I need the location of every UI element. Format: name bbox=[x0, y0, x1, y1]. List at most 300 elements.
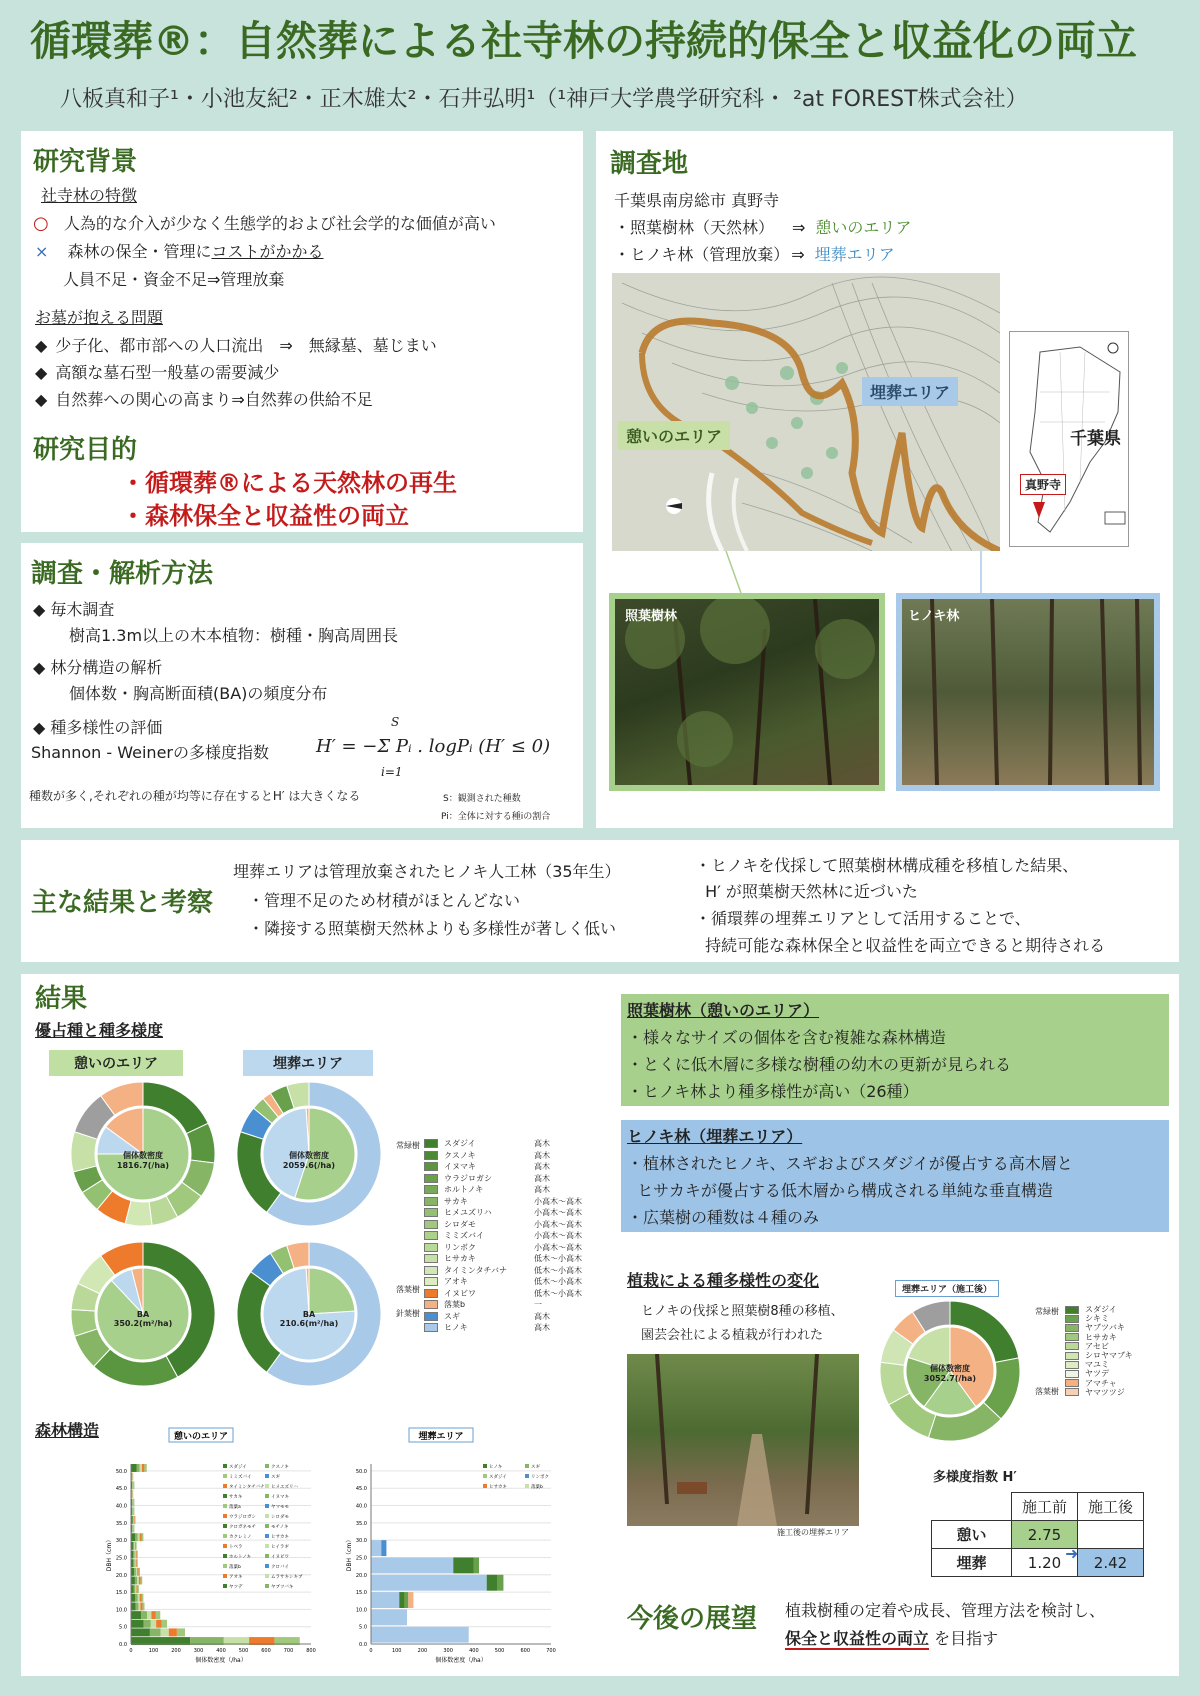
site-row-label: ・照葉樹林（天然林） bbox=[614, 218, 775, 237]
bar-segment bbox=[371, 1575, 487, 1591]
bar-segment bbox=[133, 1507, 134, 1515]
legend-label: ホルトノキ bbox=[229, 1555, 252, 1560]
legend-swatch bbox=[525, 1484, 529, 1488]
legend-swatch bbox=[265, 1584, 269, 1588]
method-3-title: ◆ 種多様性の評価 bbox=[33, 718, 163, 737]
legend-label: スギ bbox=[271, 1475, 280, 1480]
bar-segment bbox=[135, 1559, 136, 1567]
legend-layer: 高木 bbox=[534, 1323, 550, 1332]
background-heading: 研究背景 bbox=[33, 147, 138, 177]
legend-swatch bbox=[223, 1474, 227, 1478]
legend-swatch bbox=[424, 1162, 438, 1171]
bar-segment bbox=[133, 1499, 134, 1507]
legend-layer: 小高木～高木 bbox=[534, 1219, 582, 1229]
x-tick-label: 0 bbox=[369, 1648, 373, 1654]
issue-text: 高額な墓石型一般墓の需要減少 bbox=[55, 363, 280, 382]
legend-swatch bbox=[424, 1185, 438, 1194]
y-tick-label: 35.0 bbox=[355, 1520, 367, 1527]
bar-segment bbox=[138, 1594, 140, 1602]
bar-segment bbox=[132, 1525, 133, 1533]
legend-swatch bbox=[1065, 1388, 1079, 1396]
bar-segment bbox=[135, 1551, 136, 1559]
legend-name: ホルトノキ bbox=[444, 1185, 484, 1194]
legend-layer: 低木～小高木 bbox=[534, 1277, 582, 1286]
legend-swatch bbox=[424, 1139, 438, 1148]
legend-swatch bbox=[424, 1151, 438, 1160]
donut-center-label: 個体数密度 bbox=[930, 1364, 970, 1373]
x-tick-label: 600 bbox=[261, 1648, 271, 1654]
bar-segment bbox=[371, 1627, 469, 1643]
legend-name: ヒメユズリハ bbox=[444, 1208, 492, 1217]
chart-title: 憩いのエリア bbox=[173, 1432, 229, 1442]
bar-segment bbox=[138, 1533, 140, 1541]
donut-center-label: BA bbox=[136, 1310, 150, 1319]
bar-segment bbox=[140, 1464, 142, 1472]
legend-layer: 低木～小高木 bbox=[534, 1288, 582, 1298]
findings-right-2: H′ が照葉樹天然林に近づいた bbox=[695, 882, 918, 901]
legend-layer: 小高木～高木 bbox=[534, 1196, 582, 1206]
bar-segment bbox=[487, 1575, 497, 1591]
legend-label: ヒサカキ bbox=[489, 1485, 507, 1490]
shannon-formula: H′ = −Σ Pᵢ . logPᵢ (H′ ≤ 0) bbox=[316, 736, 551, 757]
planting-desc-1: ヒノキの伐採と照葉樹8種の移植、 bbox=[641, 1304, 844, 1319]
legend-label: 落葉b bbox=[531, 1485, 543, 1490]
y-tick-label: 50.0 bbox=[355, 1468, 367, 1475]
bar-segment bbox=[135, 1533, 137, 1541]
donut5-center bbox=[910, 1363, 990, 1383]
sum-top: S bbox=[391, 715, 400, 729]
bar-segment bbox=[137, 1559, 138, 1567]
y-tick-label: 35.0 bbox=[115, 1520, 127, 1527]
table-corner bbox=[932, 1493, 1012, 1521]
bar-segment bbox=[134, 1507, 135, 1515]
y-tick-label: 25.0 bbox=[355, 1555, 367, 1562]
findings-right-3: ・循環葬の埋葬エリアとして活用することで、 bbox=[695, 909, 1031, 928]
legend-label: アオキ bbox=[229, 1575, 243, 1580]
bar-segment bbox=[161, 1628, 169, 1636]
laurel-forest-photo bbox=[609, 593, 885, 791]
bar-segment bbox=[131, 1602, 136, 1610]
legend-swatch bbox=[483, 1474, 487, 1478]
legend-swatch bbox=[424, 1323, 438, 1332]
y-tick-label: 20.0 bbox=[355, 1572, 367, 1579]
diversity-arrow-icon: ➜ bbox=[1065, 1544, 1079, 1563]
legend-group-conifer: 針葉樹 bbox=[396, 1309, 420, 1318]
laurel-result-3: ・ヒノキ林より種多様性が高い（26種） bbox=[627, 1082, 919, 1101]
bar-segment bbox=[135, 1542, 136, 1550]
future-line-1: 植栽樹種の定着や成長、管理方法を検討し、 bbox=[785, 1601, 1106, 1620]
bar-segment bbox=[474, 1557, 479, 1573]
donut-center-value: 350.2(m²/ha) bbox=[113, 1319, 173, 1328]
y-tick-label: 15.0 bbox=[355, 1590, 367, 1597]
y-tick-label: 25.0 bbox=[115, 1555, 127, 1562]
future-emphasis: 保全と収益性の両立 bbox=[785, 1629, 930, 1648]
future-rest: を目指す bbox=[929, 1629, 999, 1648]
legend-swatch bbox=[265, 1524, 269, 1528]
findings-right-1: ・ヒノキを伐採して照葉樹林構成種を移植した結果、 bbox=[695, 856, 1079, 875]
legend-name: スギ bbox=[444, 1311, 460, 1321]
method-1-title: ◆ 毎木調査 bbox=[33, 600, 115, 619]
legend-label: ミミズバイ bbox=[229, 1475, 252, 1480]
legend-swatch bbox=[223, 1584, 227, 1588]
legend-label: ヤブツバキ bbox=[271, 1585, 294, 1590]
legend-name: シロヤマブキ bbox=[1085, 1351, 1133, 1360]
legend-layer: 低木～小高木 bbox=[534, 1254, 582, 1263]
diamond-icon: ◆ bbox=[35, 390, 48, 409]
bar-segment bbox=[141, 1611, 147, 1619]
site-panel bbox=[596, 131, 1173, 828]
donut2-center bbox=[269, 1150, 349, 1170]
legend-swatch bbox=[265, 1474, 269, 1478]
issue-1 bbox=[35, 333, 437, 356]
purpose-item-1: ・循環葬®による天然林の再生 bbox=[121, 469, 457, 497]
pro-mark: ○ bbox=[33, 213, 49, 234]
legend-swatch bbox=[265, 1574, 269, 1578]
bar-segment bbox=[133, 1525, 134, 1533]
bar-segment bbox=[156, 1620, 161, 1628]
legend-swatch bbox=[265, 1514, 269, 1518]
legend-swatch bbox=[223, 1524, 227, 1528]
legend-swatch bbox=[483, 1484, 487, 1488]
arrow-icon: ⇒ bbox=[792, 218, 806, 237]
site-row-area: 埋葬エリア bbox=[814, 245, 895, 264]
legend-name: ウラジロガシ bbox=[444, 1173, 492, 1183]
legend-swatch bbox=[223, 1464, 227, 1468]
bar-segment bbox=[135, 1594, 137, 1602]
legend-swatch bbox=[424, 1266, 438, 1275]
findings-heading: 主な結果と考察 bbox=[31, 888, 214, 918]
sum-bottom: i=1 bbox=[381, 765, 403, 779]
legend-swatch bbox=[424, 1197, 438, 1206]
findings-left-2: ・管理不足のため材積がほとんどない bbox=[248, 891, 521, 910]
legend-item bbox=[1065, 1387, 1125, 1398]
legend-label: ヤマモモ bbox=[271, 1505, 289, 1510]
donut-center-label: BA bbox=[302, 1310, 316, 1319]
map-label-burial: 埋葬エリア bbox=[862, 377, 958, 406]
bar-segment bbox=[142, 1594, 144, 1602]
bar-segment bbox=[453, 1557, 474, 1573]
legend-name: アオキ bbox=[444, 1277, 468, 1286]
method-2-detail: 個体数・胸高断面積(BA)の頻度分布 bbox=[69, 684, 328, 703]
bar-segment bbox=[156, 1611, 160, 1619]
y-tick-label: 20.0 bbox=[115, 1572, 127, 1579]
legend-swatch bbox=[223, 1514, 227, 1518]
bar-segment bbox=[131, 1620, 144, 1628]
legend-item bbox=[424, 1219, 582, 1230]
issue-text: 自然葬への関心の高まり⇒自然葬の供給不足 bbox=[55, 390, 373, 409]
planting-desc-2: 園芸会社による植栽が行われた bbox=[641, 1328, 824, 1343]
bar-segment bbox=[147, 1611, 151, 1619]
bar-segment bbox=[371, 1540, 381, 1556]
findings-left-1: 埋葬エリアは管理放棄されたヒノキ人工林（35年生） bbox=[233, 862, 621, 881]
legend-name: ヒサカキ bbox=[1085, 1332, 1117, 1342]
bar-segment bbox=[132, 1499, 133, 1507]
x-tick-label: 400 bbox=[216, 1648, 226, 1654]
x-tick-label: 500 bbox=[238, 1648, 249, 1654]
legend-name: ミミズバイ bbox=[444, 1231, 484, 1240]
legend-label: 落葉b bbox=[229, 1565, 241, 1570]
legend-name: イヌマキ bbox=[444, 1162, 476, 1171]
legend-item bbox=[424, 1207, 582, 1218]
bar-segment bbox=[137, 1551, 138, 1559]
diversity-heading: 多様度指数 H′ bbox=[933, 1470, 1017, 1485]
legend-swatch bbox=[265, 1484, 269, 1488]
structure-subheading: 森林構造 bbox=[35, 1421, 100, 1440]
donut-center-value: 210.6(m²/ha) bbox=[279, 1319, 339, 1328]
bar-segment bbox=[404, 1592, 408, 1608]
poster-authors: 八板真和子¹・小池友紀²・正木雄太²・石井弘明¹（¹神戸大学農学研究科・ ²at FOREST株式会社） bbox=[60, 87, 1028, 112]
map-label-rest: 憩いのエリア bbox=[618, 421, 730, 450]
legend-swatch bbox=[265, 1544, 269, 1548]
bar-segment bbox=[133, 1481, 134, 1489]
header-after: 施工後 bbox=[1078, 1493, 1144, 1521]
findings-left-3: ・隣接する照葉樹天然林よりも多様性が著しく低い bbox=[248, 919, 617, 938]
legend-item bbox=[424, 1138, 550, 1149]
methods-panel bbox=[21, 543, 583, 828]
bar-segment bbox=[177, 1628, 185, 1636]
legend-layer: 高木 bbox=[534, 1139, 550, 1148]
legend-item bbox=[424, 1150, 550, 1161]
legend-name: スダジイ bbox=[1085, 1305, 1117, 1314]
bar-segment bbox=[133, 1559, 134, 1567]
con-underlined: コストがかかる bbox=[211, 242, 324, 261]
legend-name: シロダモ bbox=[444, 1219, 476, 1229]
bar-segment bbox=[408, 1592, 413, 1608]
legend-layer: 一 bbox=[534, 1300, 542, 1309]
y-tick-label: 5.0 bbox=[359, 1624, 367, 1631]
legend-swatch bbox=[265, 1554, 269, 1558]
legend-item bbox=[424, 1288, 582, 1299]
methods-heading: 調査・解析方法 bbox=[31, 559, 214, 589]
legend-name: マユミ bbox=[1085, 1360, 1109, 1370]
planting-graphic bbox=[627, 1354, 859, 1526]
legend-label: スダジイ bbox=[229, 1465, 247, 1470]
con-text: 森林の保全・管理に bbox=[67, 242, 212, 261]
legend-swatch bbox=[265, 1504, 269, 1508]
y-axis-label: DBH（cm） bbox=[346, 1536, 353, 1572]
legend-swatch bbox=[424, 1254, 438, 1263]
x-tick-label: 200 bbox=[171, 1648, 181, 1654]
bar-segment bbox=[136, 1568, 137, 1576]
bar-segment bbox=[139, 1568, 140, 1576]
x-tick-label: 700 bbox=[546, 1648, 556, 1654]
temple-label: 真野寺 bbox=[1020, 474, 1066, 495]
pro-text: 人為的な介入が少なく生態学的および社会学的な価値が高い bbox=[63, 214, 496, 233]
y-tick-label: 30.0 bbox=[355, 1538, 367, 1545]
bar-segment bbox=[140, 1602, 142, 1610]
bar-segment bbox=[131, 1533, 135, 1541]
cypress-forest-photo bbox=[896, 593, 1160, 791]
bar-segment bbox=[134, 1481, 135, 1489]
legend-layer: 小高木～高木 bbox=[534, 1208, 582, 1217]
legend-label: ヤツデ bbox=[229, 1585, 243, 1590]
legend-swatch bbox=[424, 1277, 438, 1286]
legend-name: サカキ bbox=[444, 1196, 468, 1206]
donut-center-value: 2059.6(/ha) bbox=[282, 1161, 336, 1170]
poster-title: 循環葬®：自然葬による社寺林の持続的保全と収益化の両立 bbox=[30, 17, 1137, 65]
bar-segment bbox=[151, 1611, 155, 1619]
bar-segment bbox=[137, 1585, 138, 1593]
legend-label: ムラサキシキブ bbox=[271, 1575, 303, 1580]
legend-label: スダジイ bbox=[489, 1475, 507, 1480]
legend-layer: 小高木～高木 bbox=[534, 1231, 582, 1240]
planting-legend-deciduous: 落葉樹 bbox=[1035, 1387, 1059, 1396]
x-tick-label: 400 bbox=[469, 1648, 479, 1654]
bar-segment bbox=[133, 1516, 134, 1524]
bar-segment bbox=[381, 1540, 386, 1556]
legend-name: アセビ bbox=[1085, 1341, 1109, 1351]
bar-segment bbox=[135, 1585, 136, 1593]
donut1-center bbox=[103, 1150, 183, 1170]
site-row-label: ・ヒノキ林（管理放棄） bbox=[614, 245, 790, 264]
method-note: 種数が多く,それぞれの種が均等に存在するとH′ は大きくなる bbox=[29, 789, 361, 803]
legend-swatch bbox=[424, 1231, 438, 1240]
legend-name: シキミ bbox=[1085, 1314, 1109, 1324]
legend-label: クスノキ bbox=[271, 1465, 289, 1470]
purpose-item-2: ・森林保全と収益性の両立 bbox=[121, 502, 409, 530]
legend-swatch bbox=[424, 1220, 438, 1229]
legend-item bbox=[424, 1173, 550, 1184]
bar-segment bbox=[371, 1592, 399, 1608]
header-before: 施工前 bbox=[1012, 1493, 1078, 1521]
note-p: Pi：全体に対する種iの割合 bbox=[441, 812, 551, 822]
bar-segment bbox=[132, 1507, 133, 1515]
x-axis-label: 個体数密度（/ha） bbox=[195, 1657, 247, 1664]
x-tick-label: 600 bbox=[520, 1648, 531, 1654]
legend-swatch bbox=[223, 1554, 227, 1558]
legend-name: ヤマツツジ bbox=[1085, 1387, 1125, 1397]
results-heading: 結果 bbox=[35, 984, 88, 1014]
legend-layer: 高木 bbox=[534, 1173, 550, 1183]
legend-swatch bbox=[424, 1208, 438, 1217]
legend-label: イヌビワ bbox=[271, 1555, 289, 1560]
burial-after-value: 2.42 bbox=[1078, 1549, 1144, 1577]
bar-segment bbox=[138, 1602, 140, 1610]
con-detail: 人員不足・資金不足⇒管理放棄 bbox=[63, 270, 285, 289]
legend-label: サカキ bbox=[229, 1495, 243, 1500]
label-rest-area: 憩いのエリア bbox=[49, 1050, 183, 1076]
legend-label: イヌマキ bbox=[271, 1495, 289, 1500]
legend-swatch bbox=[525, 1474, 529, 1478]
cypress-result-1: ・植林されたヒノキ、スギおよびスダジイが優占する高木層と bbox=[627, 1154, 1073, 1173]
bar-segment bbox=[142, 1533, 144, 1541]
legend-layer: 高木 bbox=[534, 1311, 550, 1321]
legend-item bbox=[424, 1196, 582, 1207]
legend-item bbox=[424, 1299, 542, 1310]
bar-segment bbox=[141, 1577, 143, 1585]
feature-subheading: 社寺林の特徴 bbox=[41, 186, 138, 205]
legend-swatch bbox=[424, 1289, 438, 1298]
legend-label: クロガネモチ bbox=[229, 1525, 256, 1530]
row-burial-label: 埋葬 bbox=[932, 1549, 1012, 1577]
legend-label: タイミンタチバナ bbox=[229, 1485, 265, 1490]
x-tick-label: 100 bbox=[391, 1648, 402, 1654]
bar-segment bbox=[140, 1533, 142, 1541]
laurel-result-2: ・とくに低木層に多様な樹種の幼木の更新が見られる bbox=[627, 1055, 1012, 1074]
laurel-result-1: ・様々なサイズの個体を含む複雑な森林構造 bbox=[627, 1028, 946, 1047]
legend-swatch bbox=[223, 1504, 227, 1508]
legend-item bbox=[424, 1253, 582, 1264]
legend-label: トベラ bbox=[229, 1545, 243, 1550]
structure-bar-chart-burial bbox=[341, 1424, 601, 1674]
bar-segment bbox=[133, 1542, 134, 1550]
legend-label: ヒメユズリハ bbox=[271, 1485, 298, 1490]
findings-panel bbox=[21, 840, 1179, 962]
legend-name: ヒサカキ bbox=[444, 1254, 476, 1263]
legend-label: スギ bbox=[531, 1465, 540, 1470]
bar-segment bbox=[139, 1577, 141, 1585]
legend-swatch bbox=[265, 1464, 269, 1468]
legend-layer: 低木～小高木 bbox=[534, 1265, 582, 1275]
diamond-icon: ◆ bbox=[35, 363, 48, 382]
planting-legend-evergreen: 常緑樹 bbox=[1035, 1307, 1059, 1316]
legend-label: ヒノキ bbox=[489, 1465, 503, 1470]
legend-swatch bbox=[424, 1174, 438, 1183]
bar-segment bbox=[371, 1609, 407, 1625]
legend-swatch bbox=[424, 1312, 438, 1321]
legend-swatch bbox=[424, 1300, 438, 1309]
legend-name: リンボク bbox=[444, 1242, 476, 1252]
legend-label: カクレミノ bbox=[229, 1535, 252, 1540]
bar-segment bbox=[135, 1577, 137, 1585]
legend-name: タイミンタチバナ bbox=[444, 1265, 508, 1275]
donut4-center bbox=[269, 1310, 349, 1328]
bar-segment bbox=[137, 1568, 138, 1576]
cypress-graphic bbox=[902, 599, 1154, 785]
bar-segment bbox=[136, 1542, 137, 1550]
bar-segment bbox=[144, 1620, 151, 1628]
y-tick-label: 5.0 bbox=[119, 1624, 127, 1631]
y-tick-label: 45.0 bbox=[115, 1486, 127, 1493]
legend-label: モチノキ bbox=[271, 1525, 289, 1530]
legend-label: 落葉a bbox=[229, 1505, 241, 1510]
legend-swatch bbox=[265, 1564, 269, 1568]
y-tick-label: 10.0 bbox=[355, 1607, 367, 1614]
legend-label: ヒイラギ bbox=[271, 1545, 289, 1550]
site-heading: 調査地 bbox=[610, 149, 689, 179]
donut-center-label: 個体数密度 bbox=[289, 1151, 329, 1160]
x-tick-label: 500 bbox=[494, 1648, 505, 1654]
y-tick-label: 45.0 bbox=[355, 1486, 367, 1493]
legend-label: クロバイ bbox=[271, 1565, 289, 1570]
structure-bar-chart-rest bbox=[101, 1424, 341, 1674]
cypress-result-box bbox=[621, 1120, 1169, 1232]
legend-name: イヌビワ bbox=[444, 1288, 476, 1298]
future-heading: 今後の展望 bbox=[627, 1604, 758, 1634]
legend-swatch bbox=[223, 1494, 227, 1498]
laurel-result-heading: 照葉樹林（憩いのエリア） bbox=[627, 1001, 820, 1020]
background-panel bbox=[21, 131, 583, 532]
y-tick-label: 50.0 bbox=[115, 1468, 127, 1475]
legend-name: ヒノキ bbox=[444, 1323, 468, 1332]
laurel-photo-label: 照葉樹林 bbox=[625, 609, 678, 624]
x-tick-label: 800 bbox=[306, 1648, 316, 1654]
bar-segment bbox=[134, 1516, 135, 1524]
cypress-result-heading: ヒノキ林（埋葬エリア） bbox=[627, 1127, 803, 1146]
label-burial-area: 埋葬エリア bbox=[243, 1050, 373, 1076]
bar-segment bbox=[135, 1516, 136, 1524]
legend-swatch bbox=[265, 1534, 269, 1538]
legend-swatch bbox=[483, 1464, 487, 1468]
bar-segment bbox=[162, 1620, 167, 1628]
legend-layer: 高木 bbox=[534, 1185, 550, 1194]
legend-name: 落葉b bbox=[444, 1300, 466, 1309]
bar-segment bbox=[136, 1559, 137, 1567]
bar-segment bbox=[142, 1602, 144, 1610]
bar-segment bbox=[134, 1568, 136, 1576]
legend-layer: 高木 bbox=[534, 1150, 550, 1160]
bar-segment bbox=[137, 1464, 140, 1472]
